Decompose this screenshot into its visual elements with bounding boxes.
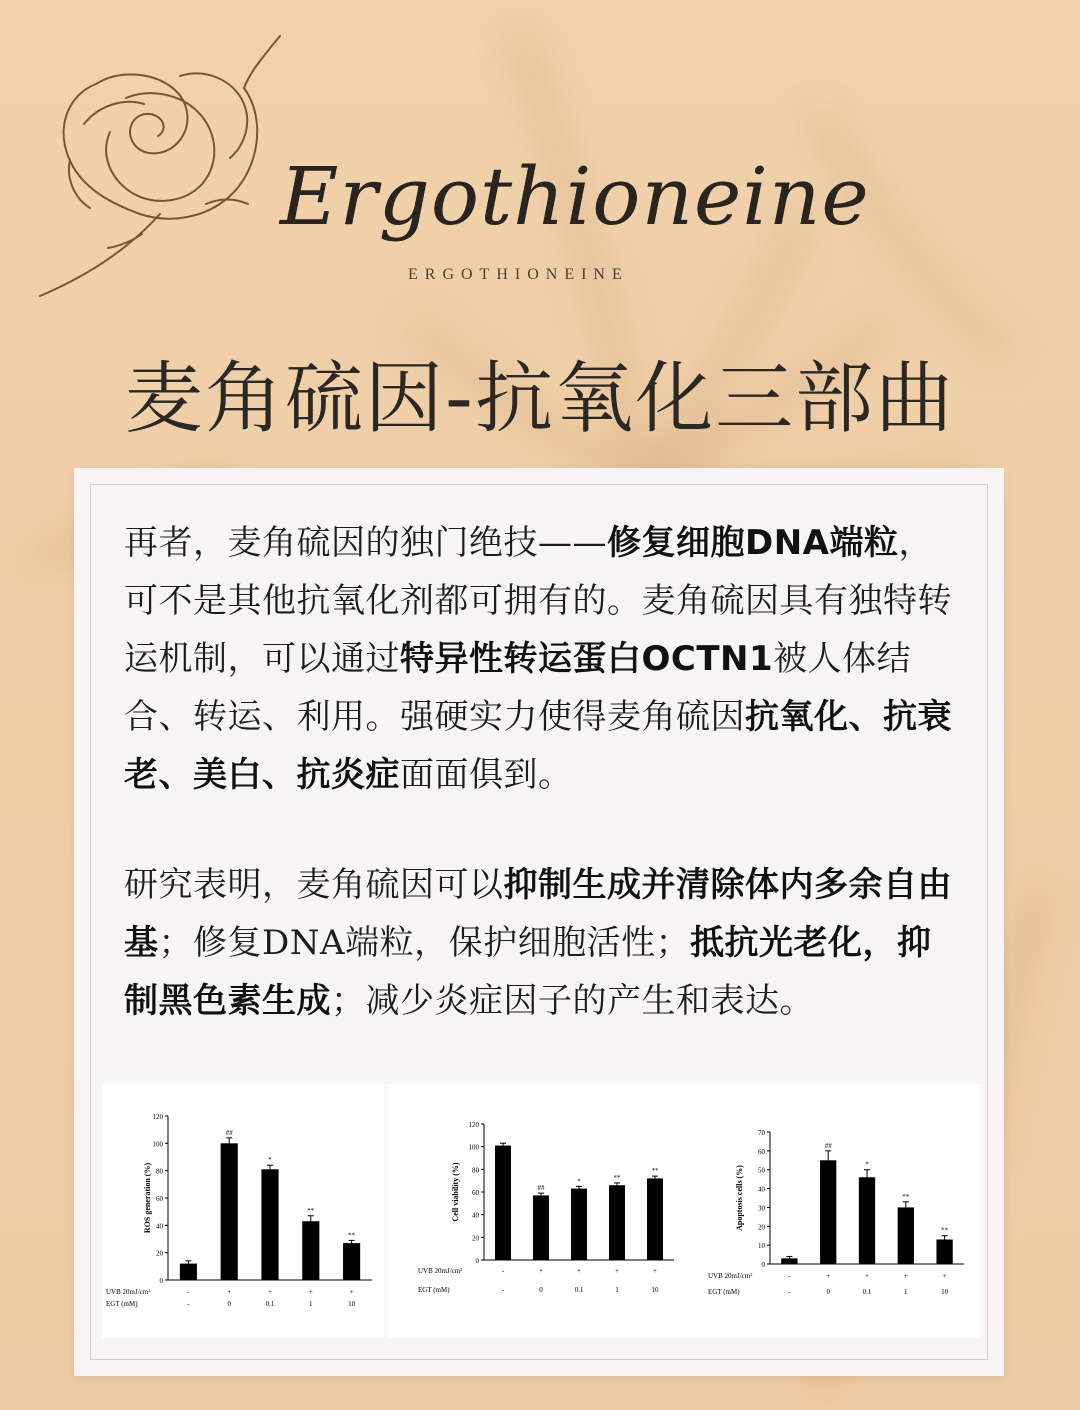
y-tick-label: 40 (758, 1185, 765, 1194)
row-label: UVB 20mJ/cm² (106, 1288, 151, 1296)
y-tick-label: 50 (758, 1166, 765, 1175)
emphasis-text: 抑制生成并清除体内多余自由基 (124, 865, 952, 963)
significance-label: ** (651, 1167, 659, 1176)
uvb-label: + (268, 1288, 272, 1296)
significance-label: ** (902, 1192, 910, 1201)
uvb-label: + (308, 1288, 313, 1296)
uvb-label: + (577, 1267, 581, 1275)
y-tick-label: 70 (758, 1129, 765, 1137)
y-tick-label: 120 (152, 1113, 163, 1121)
y-tick-label: 60 (758, 1147, 765, 1156)
uvb-label: + (903, 1272, 908, 1280)
uvb-label: - (501, 1267, 505, 1275)
uvb-label: + (227, 1288, 232, 1296)
significance-label: * (268, 1156, 272, 1165)
bar (609, 1185, 625, 1260)
body-text: ；减少炎症因子的产生和表达。 (331, 981, 814, 1021)
emphasis-text: 抵抗光老化，抑制黑色素生成 (124, 923, 932, 1021)
significance-label: ## (824, 1141, 832, 1150)
egt-label: 10 (651, 1286, 659, 1294)
egt-label: 0.1 (862, 1288, 872, 1296)
paragraph-2 (124, 856, 956, 1030)
significance-label: ## (537, 1184, 545, 1193)
uvb-label: + (539, 1267, 543, 1275)
uvb-label: - (788, 1272, 791, 1280)
egt-label: 1 (904, 1288, 908, 1296)
emphasis-text: 特异性转运蛋白OCTN1 (400, 639, 774, 679)
y-tick-label: 0 (761, 1261, 765, 1269)
page-title: 麦角硫因-抗氧化三部曲 (124, 354, 956, 444)
y-tick-label: 20 (758, 1223, 765, 1232)
uvb-label: - (187, 1288, 190, 1296)
emphasis-text: 抗氧化、抗衰老、美白、抗炎症 (124, 697, 952, 795)
y-tick-label: 80 (472, 1166, 479, 1175)
significance-label: ** (613, 1173, 621, 1182)
y-tick-label: 0 (475, 1257, 479, 1265)
y-tick-label: 40 (472, 1211, 479, 1220)
content-card (74, 468, 1004, 1376)
significance-label: * (865, 1160, 869, 1169)
figure-viability-apoptosis (388, 1084, 980, 1338)
bar (571, 1189, 587, 1260)
figure-row (102, 1084, 982, 1338)
significance-label: * (577, 1177, 581, 1186)
y-tick-label: 60 (156, 1195, 163, 1203)
y-tick-label: 20 (156, 1249, 163, 1258)
uvb-label: + (653, 1267, 657, 1275)
rose-line-art-icon (30, 28, 290, 308)
paragraph-1 (124, 514, 956, 804)
bar (495, 1146, 511, 1260)
bar (820, 1160, 836, 1264)
uvb-label: + (942, 1272, 947, 1280)
y-axis-label: ROS generation (%) (143, 1162, 152, 1234)
y-tick-label: 100 (468, 1143, 479, 1152)
body-text: ；修复DNA端粒，保护细胞活性； (158, 923, 691, 963)
y-tick-label: 120 (468, 1121, 479, 1129)
egt-label: 0.1 (574, 1286, 584, 1294)
significance-label: ** (307, 1206, 315, 1215)
egt-label: - (788, 1288, 791, 1296)
y-tick-label: 80 (156, 1167, 163, 1176)
sub-title: ERGOTHIONEINE (408, 266, 629, 283)
bar (261, 1169, 278, 1280)
row-label: EGT (mM) (708, 1288, 740, 1296)
significance-label: ## (225, 1128, 233, 1137)
y-tick-label: 60 (472, 1189, 479, 1197)
bar (781, 1258, 797, 1264)
y-tick-label: 10 (758, 1242, 765, 1251)
y-tick-label: 30 (758, 1204, 765, 1213)
body-text: 研究表明，麦角硫因可以 (124, 865, 504, 905)
y-axis-label: Apoptosis cells (%) (735, 1165, 744, 1231)
y-axis-label: Cell viability (%) (451, 1162, 460, 1222)
row-label: UVB 20mJ/cm² (418, 1267, 463, 1275)
bar (302, 1221, 319, 1280)
bar (343, 1243, 360, 1280)
egt-label: 10 (348, 1300, 356, 1308)
bar (936, 1239, 952, 1264)
uvb-label: + (865, 1272, 869, 1280)
egt-label: 0.1 (265, 1300, 275, 1308)
body-text: 面面俱到。 (400, 755, 573, 795)
bar (221, 1143, 238, 1280)
bar (180, 1264, 197, 1280)
row-label: UVB 20mJ/cm² (708, 1272, 753, 1280)
uvb-label: + (615, 1267, 619, 1275)
chart-apoptosis-cells (684, 1084, 980, 1338)
script-title: Ergothioneine (280, 150, 870, 243)
y-tick-label: 20 (472, 1234, 479, 1243)
bar (647, 1178, 663, 1260)
y-tick-label: 0 (159, 1277, 163, 1285)
bar (898, 1207, 914, 1264)
body-text: 再者，麦角硫因的独门绝技—— (124, 523, 607, 563)
significance-label: ** (941, 1226, 949, 1235)
egt-label: 0 (539, 1286, 543, 1294)
chart-ros-generation (102, 1084, 384, 1338)
egt-label: 1 (615, 1286, 619, 1294)
uvb-label: + (826, 1272, 831, 1280)
row-label: EGT (mM) (418, 1286, 450, 1294)
chart-cell-viability (388, 1084, 684, 1338)
significance-label: ** (348, 1231, 356, 1240)
emphasis-text: 修复细胞DNA端粒 (607, 523, 899, 563)
y-tick-label: 100 (152, 1140, 163, 1149)
egt-label: 0 (826, 1288, 830, 1296)
y-tick-label: 40 (156, 1222, 163, 1231)
row-label: EGT (mM) (106, 1300, 138, 1308)
bar (533, 1195, 549, 1260)
egt-label: 1 (309, 1300, 313, 1308)
egt-label: 10 (941, 1288, 949, 1296)
body-text: ，可不是其他抗氧化剂都可拥有的。麦角硫因具有独特转运机制，可以通过 (124, 523, 952, 679)
egt-label: - (187, 1300, 190, 1308)
egt-label: - (501, 1286, 505, 1294)
uvb-label: + (349, 1288, 354, 1296)
bar (859, 1177, 875, 1264)
body-text: 被人体结合、转运、利用。强硬实力使得麦角硫因 (124, 639, 912, 737)
figure-ros (102, 1084, 384, 1338)
egt-label: 0 (227, 1300, 231, 1308)
